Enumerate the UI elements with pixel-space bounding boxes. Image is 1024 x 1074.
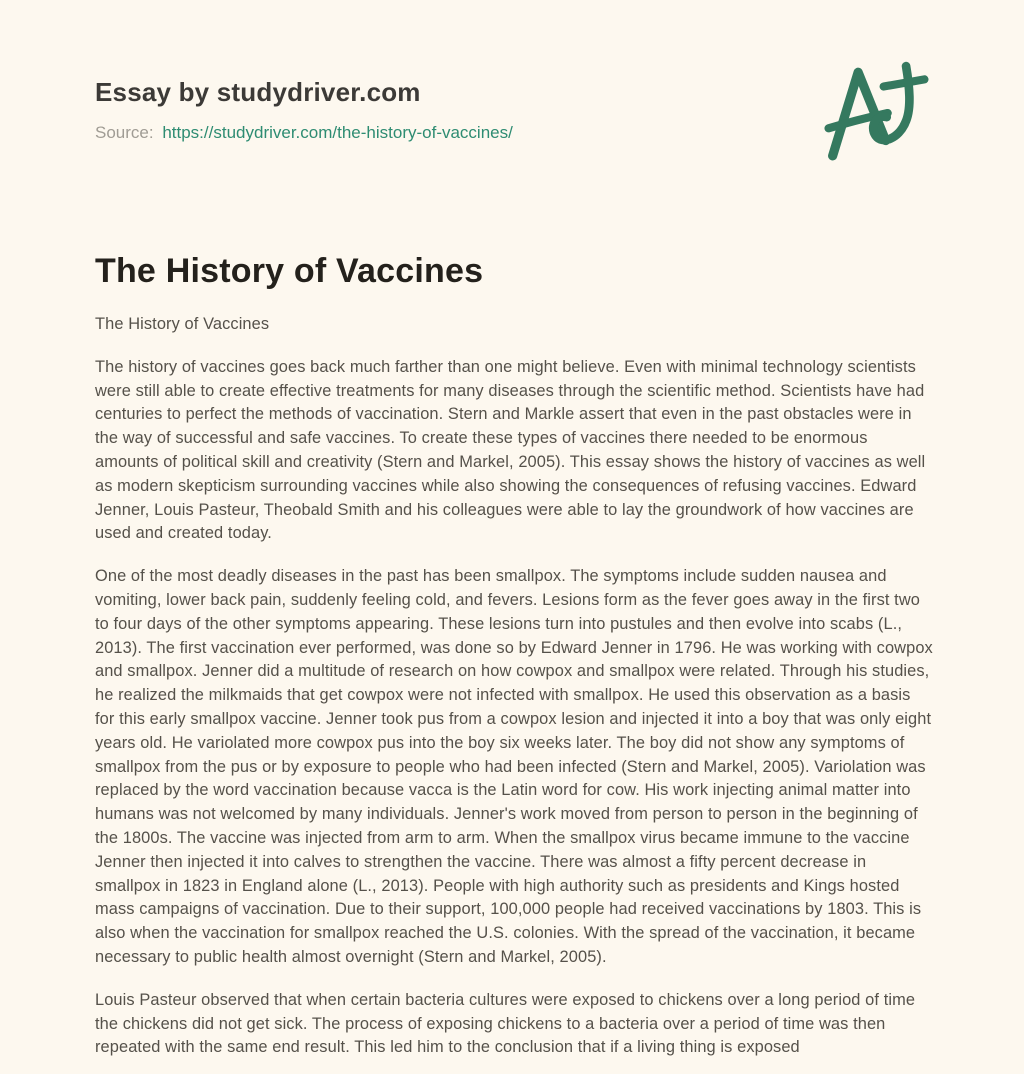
paragraph-smallpox-jenner: One of the most deadly diseases in the past has been smallpox. The symptoms include sudden nausea and vomiting, lower back pain, suddenly feeling cold, and fevers. Lesions form as the fever goes away in the first two to four days of the other symptoms appearing. These lesions turn into pustules and then evolve into scabs (L., 2013). The first vaccination ever performed, was done so by Edward Jenner in 1796. He was working with cowpox and smallpox. Jenner did a multitude of research on how cowpox and smallpox were related. Through his studies, he realized the milkmaids that get cowpox were not infected with smallpox. He used this observation as a basis for this early smallpox vaccine. Jenner took pus from a cowpox lesion and injected it into a boy that was only eight years old. He variolated more cowpox pus into the boy six weeks later. The boy did not show any symptoms of smallpox from the pus or by exposure to people who had been infected (Stern and Markel, 2005). Variolation was replaced by the word vaccination because vacca is the Latin word for cow. His work injecting animal matter into humans was not welcomed by many individuals. Jenner's work moved from person to person in the beginning of the 1800s. The vaccine was injected from arm to arm. When the smallpox virus became immune to the vaccine Jenner then injected it into calves to strengthen the vaccine. There was almost a fifty percent decrease in smallpox in 1823 in England alone (L., 2013). People with high authority such as presidents and Kings hosted mass campaigns of vaccination. Due to their support, 100,000 people had received vaccinations by 1803. This is also when the vaccination for smallpox reached the U.S. colonies. With the spread of the vaccination, it became necessary to public health almost overnight (Stern and Markel, 2005). [95,567,933,966]
a-plus-logo-icon [822,60,932,162]
studydriver-a-plus-logo [822,60,932,162]
source-url-link[interactable]: https://studydriver.com/the-history-of-vaccines/ [162,123,513,142]
source-line [95,123,513,143]
document-text [95,313,933,1060]
paragraph-intro: The history of vaccines goes back much farther than one might believe. Even with minimal technology scientists were still able to create effective treatments for many diseases through the scientific method. Scientists have had centuries to perfect the methods of vaccination. Stern and Markle assert that even in the past obstacles were in the way of successful and safe vaccines. To create these types of vaccines there needed to be enormous amounts of political skill and creativity (Stern and Markel, 2005). This essay shows the history of vaccines as well as modern skepticism surrounding vaccines while also showing the consequences of refusing vaccines. Edward Jenner, Louis Pasteur, Theobald Smith and his colleagues were able to lay the groundwork of how vaccines are used and created today. [95,357,926,543]
page-header-title: Essay by studydriver.com [95,77,421,107]
source-label: Source: [95,123,154,142]
document-title: The History of Vaccines [95,252,484,290]
document-subtitle: The History of Vaccines [95,315,270,333]
document-body [95,251,933,1074]
paragraph-pasteur: Louis Pasteur observed that when certain bacteria cultures were exposed to chickens over a long period of time the chickens did not get sick. The process of exposing chickens to a bacteria over a period of time was then repeated with the same end result. This led him to the conclusion that if a living thing is exposed [95,990,916,1057]
